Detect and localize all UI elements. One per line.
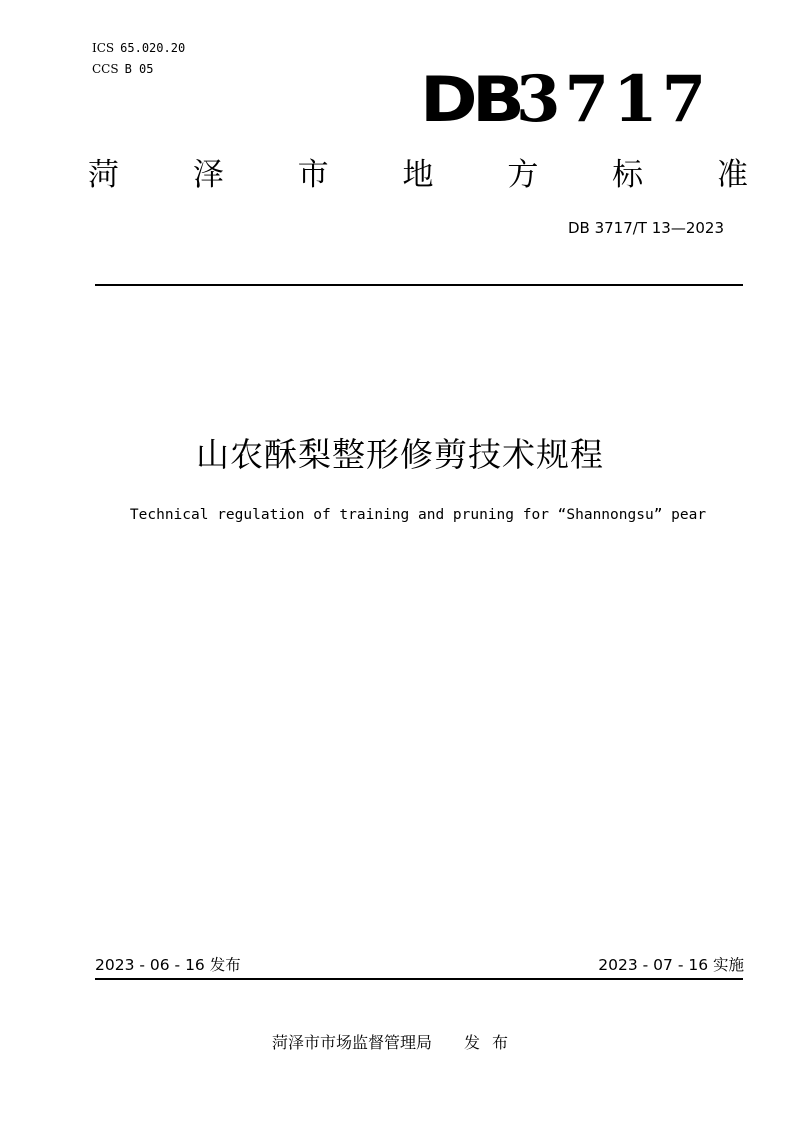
top-divider: [95, 284, 743, 286]
standard-type-char: 地: [402, 157, 434, 193]
standard-number: DB 3717/T 13—2023: [567, 219, 724, 237]
ccs-label: CCS: [92, 62, 119, 76]
standard-type-char: 泽: [192, 157, 224, 193]
standard-type-char: 标: [612, 157, 644, 193]
ccs-row: [92, 59, 185, 80]
logo-digits: 3717: [516, 62, 711, 137]
standard-type-char: 市: [297, 157, 329, 193]
implement-date: 2023 - 07 - 16 实施: [598, 956, 744, 974]
publish-date: 2023 - 06 - 16 发布: [95, 956, 241, 974]
standard-type-heading: [88, 152, 748, 198]
ccs-value: B 05: [124, 62, 154, 76]
ics-row: [92, 38, 185, 59]
ics-label: ICS: [92, 41, 115, 55]
bottom-divider: [95, 978, 743, 980]
db-logo: [420, 64, 710, 136]
publisher-line: [272, 1032, 520, 1054]
title-chinese: 山农酥梨整形修剪技术规程: [196, 435, 604, 474]
classification-codes: [92, 38, 185, 80]
standard-type-char: 准: [716, 157, 748, 193]
ics-value: 65.020.20: [120, 41, 186, 55]
publisher-issue: 发布: [464, 1033, 521, 1052]
logo-letters: DB: [420, 63, 520, 136]
publisher-name: 菏泽市市场监督管理局: [272, 1033, 433, 1052]
standard-type-char: 菏: [88, 157, 119, 193]
standard-type-char: 方: [507, 157, 539, 193]
title-english: Technical regulation of training and pruning for “Shannongsu” pear: [129, 507, 707, 523]
